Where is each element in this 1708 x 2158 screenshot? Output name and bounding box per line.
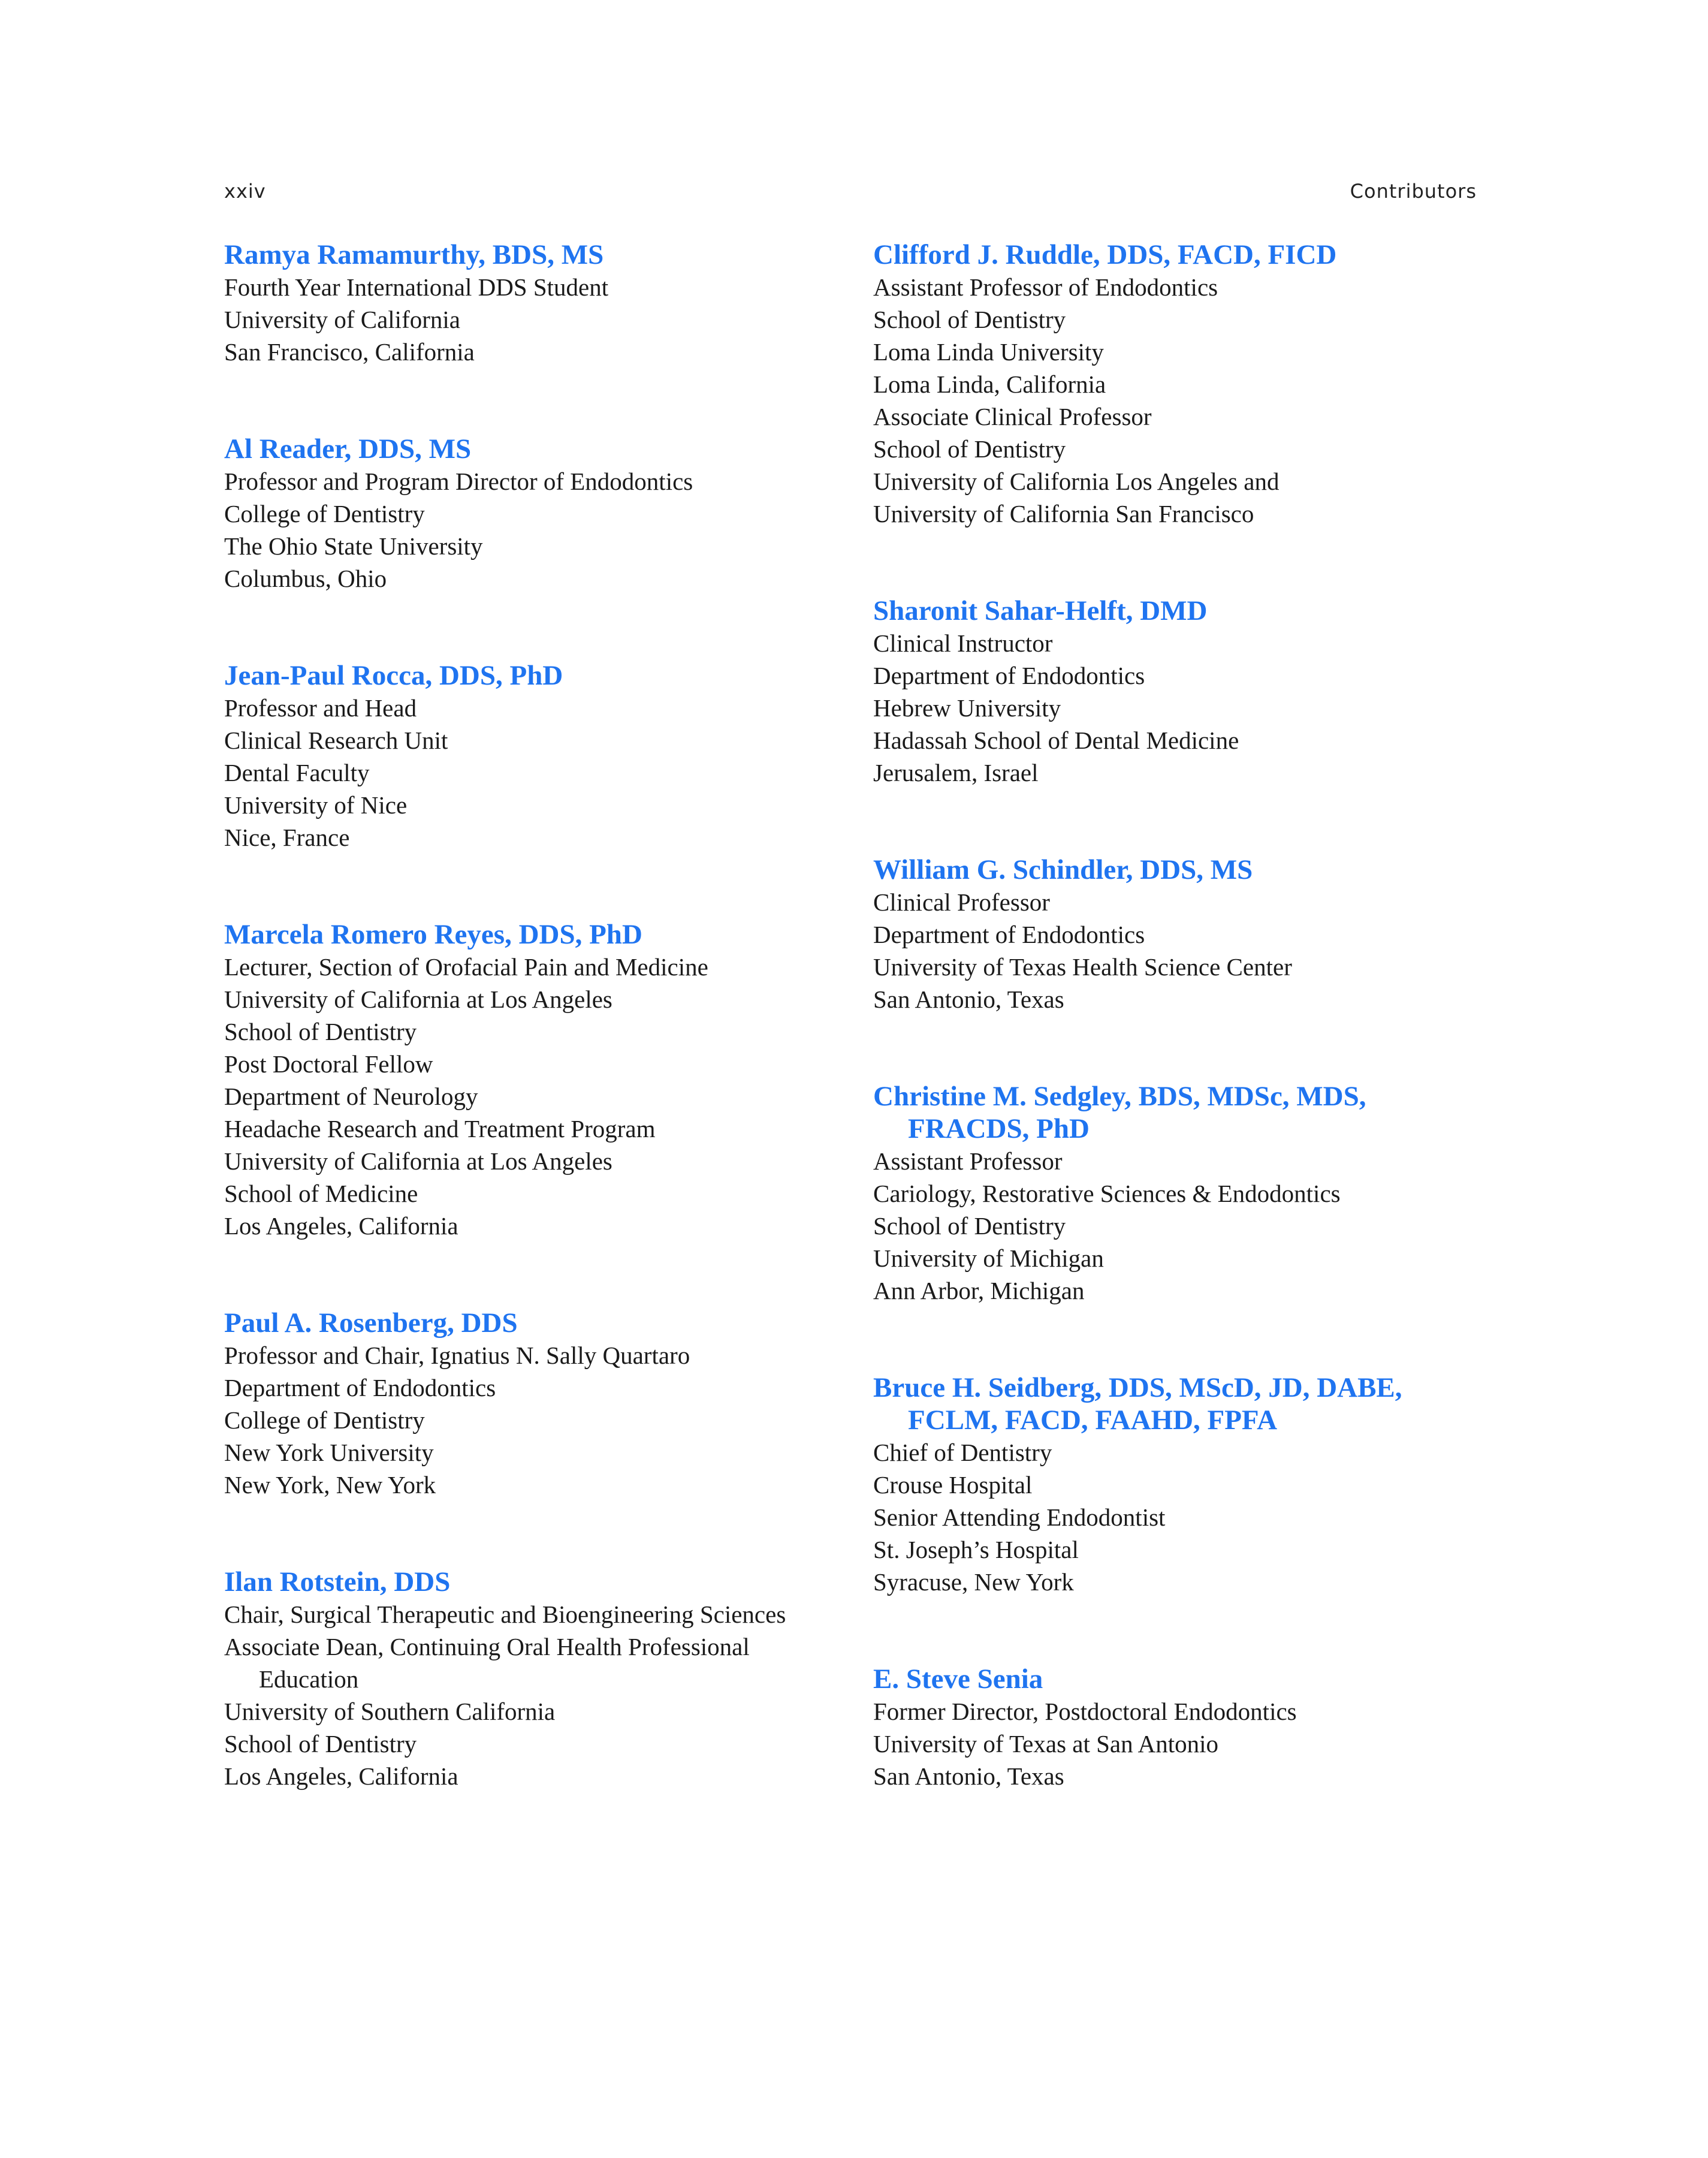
affiliation-line: Post Doctoral Fellow bbox=[224, 1050, 433, 1078]
affiliation-line: Professor and Program Director of Endodontics bbox=[224, 468, 693, 495]
contributor-entry bbox=[224, 918, 835, 1242]
contributor-affiliation-list bbox=[224, 1598, 835, 1792]
contributor-affiliation-list bbox=[224, 692, 835, 854]
contributor-name: Jean-Paul Rocca, DDS, PhD bbox=[224, 660, 563, 691]
affiliation-line: Associate Dean, Continuing Oral Health Professional Education bbox=[224, 1633, 750, 1693]
contributor-affiliation-list bbox=[873, 1436, 1484, 1598]
affiliation-line: University of Texas at San Antonio bbox=[873, 1730, 1219, 1758]
contributor-entry bbox=[224, 433, 835, 595]
affiliation-line: School of Dentistry bbox=[224, 1018, 417, 1045]
contributor-affiliation-list bbox=[224, 1339, 835, 1501]
affiliation-line: Chief of Dentistry bbox=[873, 1439, 1052, 1466]
page-number: xxiv bbox=[224, 180, 266, 203]
affiliation-line: San Antonio, Texas bbox=[873, 985, 1064, 1013]
affiliation-line: Assistant Professor bbox=[873, 1147, 1063, 1175]
affiliation-line: University of Michigan bbox=[873, 1244, 1104, 1272]
affiliation-line: Jerusalem, Israel bbox=[873, 759, 1039, 786]
affiliation-line: Associate Clinical Professor bbox=[873, 403, 1152, 430]
affiliation-line: Cariology, Restorative Sciences & Endodontics bbox=[873, 1180, 1341, 1207]
section-title: Contributors bbox=[1350, 180, 1477, 203]
affiliation-line: New York University bbox=[224, 1439, 434, 1466]
affiliation-line: University of Southern California bbox=[224, 1698, 556, 1725]
affiliation-line: University of California at Los Angeles bbox=[224, 985, 612, 1013]
affiliation-line: San Antonio, Texas bbox=[873, 1762, 1064, 1790]
affiliation-line: University of California San Francisco bbox=[873, 500, 1254, 528]
contributor-name: Christine M. Sedgley, BDS, MDSc, MDS, FRACDS, PhD bbox=[873, 1081, 1366, 1144]
contributor-name: Al Reader, DDS, MS bbox=[224, 433, 472, 465]
contributor-name: Ilan Rotstein, DDS bbox=[224, 1566, 451, 1598]
affiliation-line: Former Director, Postdoctoral Endodontics bbox=[873, 1698, 1297, 1725]
affiliation-line: Senior Attending Endodontist bbox=[873, 1503, 1166, 1531]
affiliation-line: School of Dentistry bbox=[873, 306, 1066, 333]
affiliation-line: Department of Neurology bbox=[224, 1083, 478, 1110]
affiliation-line: Clinical Instructor bbox=[873, 629, 1053, 657]
contributors-column-right bbox=[873, 239, 1484, 1792]
contributor-name: Sharonit Sahar-Helft, DMD bbox=[873, 595, 1208, 626]
affiliation-line: Clinical Research Unit bbox=[224, 727, 448, 754]
contributor-affiliation-list bbox=[873, 886, 1484, 1015]
contributor-affiliation-list bbox=[224, 951, 835, 1242]
affiliation-line: College of Dentistry bbox=[224, 1406, 425, 1434]
affiliation-line: Headache Research and Treatment Program bbox=[224, 1115, 656, 1143]
affiliation-line: Department of Endodontics bbox=[873, 662, 1145, 689]
contributor-entry bbox=[873, 1080, 1484, 1307]
contributor-name: Clifford J. Ruddle, DDS, FACD, FICD bbox=[873, 239, 1337, 270]
affiliation-line: Department of Endodontics bbox=[873, 921, 1145, 948]
affiliation-line: Dental Faculty bbox=[224, 759, 370, 786]
affiliation-line: Hadassah School of Dental Medicine bbox=[873, 727, 1239, 754]
affiliation-line: Syracuse, New York bbox=[873, 1568, 1074, 1596]
affiliation-line: Los Angeles, California bbox=[224, 1212, 458, 1240]
contributor-entry bbox=[224, 659, 835, 854]
affiliation-line: Chair, Surgical Therapeutic and Bioengineering Sciences bbox=[224, 1601, 786, 1628]
affiliation-line: New York, New York bbox=[224, 1471, 436, 1499]
affiliation-line: University of Nice bbox=[224, 791, 408, 819]
contributor-entry bbox=[224, 1566, 835, 1792]
affiliation-line: Lecturer, Section of Orofacial Pain and Medicine bbox=[224, 953, 708, 981]
contributor-affiliation-list bbox=[873, 627, 1484, 789]
affiliation-line: St. Joseph’s Hospital bbox=[873, 1536, 1079, 1563]
contributor-affiliation-list bbox=[224, 271, 835, 368]
contributor-name: E. Steve Senia bbox=[873, 1663, 1043, 1695]
affiliation-line: Loma Linda University bbox=[873, 338, 1104, 366]
affiliation-line: Department of Endodontics bbox=[224, 1374, 496, 1402]
affiliation-line: Loma Linda, California bbox=[873, 370, 1106, 398]
contributor-name: William G. Schindler, DDS, MS bbox=[873, 854, 1253, 885]
contributor-entry bbox=[224, 1307, 835, 1501]
contributor-entry bbox=[873, 595, 1484, 789]
affiliation-line: School of Dentistry bbox=[224, 1730, 417, 1758]
affiliation-line: School of Medicine bbox=[224, 1180, 418, 1207]
affiliation-line: University of California at Los Angeles bbox=[224, 1147, 612, 1175]
affiliation-line: Clinical Professor bbox=[873, 888, 1050, 916]
contributor-entry bbox=[873, 1372, 1484, 1598]
affiliation-line: San Francisco, California bbox=[224, 338, 475, 366]
contributor-name: Bruce H. Seidberg, DDS, MScD, JD, DABE, FCLM, FACD, FAAHD, FPFA bbox=[873, 1372, 1402, 1436]
contributor-affiliation-list bbox=[873, 271, 1484, 530]
affiliation-line: Professor and Head bbox=[224, 694, 417, 722]
affiliation-line: Hebrew University bbox=[873, 694, 1061, 722]
affiliation-line: University of Texas Health Science Center bbox=[873, 953, 1292, 981]
running-header bbox=[224, 180, 1477, 210]
affiliation-line: Assistant Professor of Endodontics bbox=[873, 273, 1218, 301]
contributor-affiliation-list bbox=[224, 465, 835, 595]
affiliation-line: The Ohio State University bbox=[224, 532, 483, 560]
affiliation-line: University of California Los Angeles and bbox=[873, 468, 1280, 495]
affiliation-line: Crouse Hospital bbox=[873, 1471, 1033, 1499]
affiliation-line: Los Angeles, California bbox=[224, 1762, 458, 1790]
affiliation-line: School of Dentistry bbox=[873, 435, 1066, 463]
affiliation-line: Ann Arbor, Michigan bbox=[873, 1277, 1085, 1304]
contributor-name: Paul A. Rosenberg, DDS bbox=[224, 1307, 518, 1339]
affiliation-line: Fourth Year International DDS Student bbox=[224, 273, 609, 301]
affiliation-line: School of Dentistry bbox=[873, 1212, 1066, 1240]
contributor-affiliation-list bbox=[873, 1145, 1484, 1307]
contributor-entry bbox=[224, 239, 835, 368]
contributor-entry bbox=[873, 854, 1484, 1015]
affiliation-line: University of California bbox=[224, 306, 460, 333]
contributor-name: Ramya Ramamurthy, BDS, MS bbox=[224, 239, 604, 270]
contributor-entry bbox=[873, 1663, 1484, 1792]
contributor-entry bbox=[873, 239, 1484, 530]
affiliation-line: College of Dentistry bbox=[224, 500, 425, 528]
contributors-column-left bbox=[224, 239, 835, 1792]
affiliation-line: Professor and Chair, Ignatius N. Sally Quartaro bbox=[224, 1342, 690, 1369]
contributor-name: Marcela Romero Reyes, DDS, PhD bbox=[224, 919, 642, 950]
affiliation-line: Columbus, Ohio bbox=[224, 565, 387, 592]
affiliation-line: Nice, France bbox=[224, 824, 350, 851]
contributor-affiliation-list bbox=[873, 1695, 1484, 1792]
